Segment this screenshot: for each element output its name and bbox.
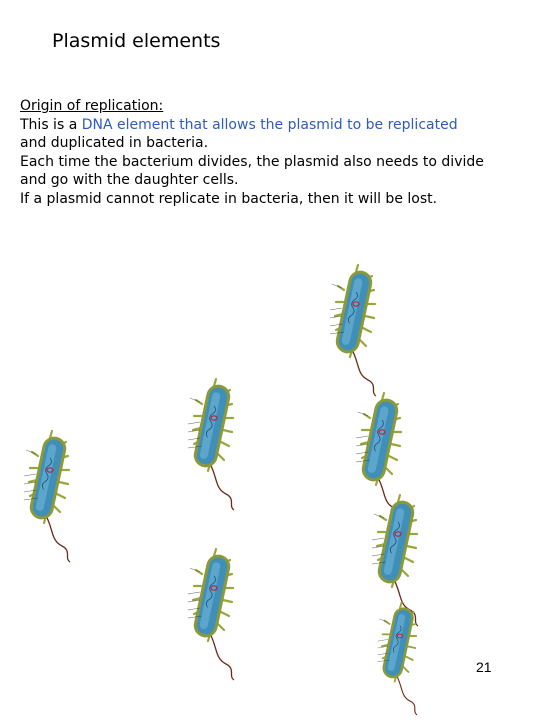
page-number: 21	[476, 659, 492, 675]
text-line-1-prefix: This is a	[20, 116, 82, 133]
bacterium-with-plasmid-icon	[374, 600, 424, 720]
text-line-2: and duplicated in bacteria.	[20, 135, 209, 151]
bacterium-with-plasmid-icon	[330, 262, 380, 402]
body-text	[20, 97, 535, 208]
text-line-5: If a plasmid cannot replicate in bacteria, then it will be lost.	[20, 190, 438, 207]
text-line-4: and go with the daughter cells.	[20, 172, 239, 188]
bacterium-with-plasmid-icon	[24, 428, 74, 568]
bacterium-with-plasmid-icon	[188, 376, 238, 516]
section-heading: Origin of replication:	[20, 98, 164, 114]
highlighted-text: DNA element that allows the plasmid to be replicated	[81, 116, 458, 133]
text-line-3: Each time the bacterium divides, the plasmid also needs to divide	[20, 153, 484, 170]
text-line-1	[20, 116, 535, 135]
bacterium-with-plasmid-icon	[188, 546, 238, 686]
slide-title: Plasmid elements	[52, 30, 221, 52]
